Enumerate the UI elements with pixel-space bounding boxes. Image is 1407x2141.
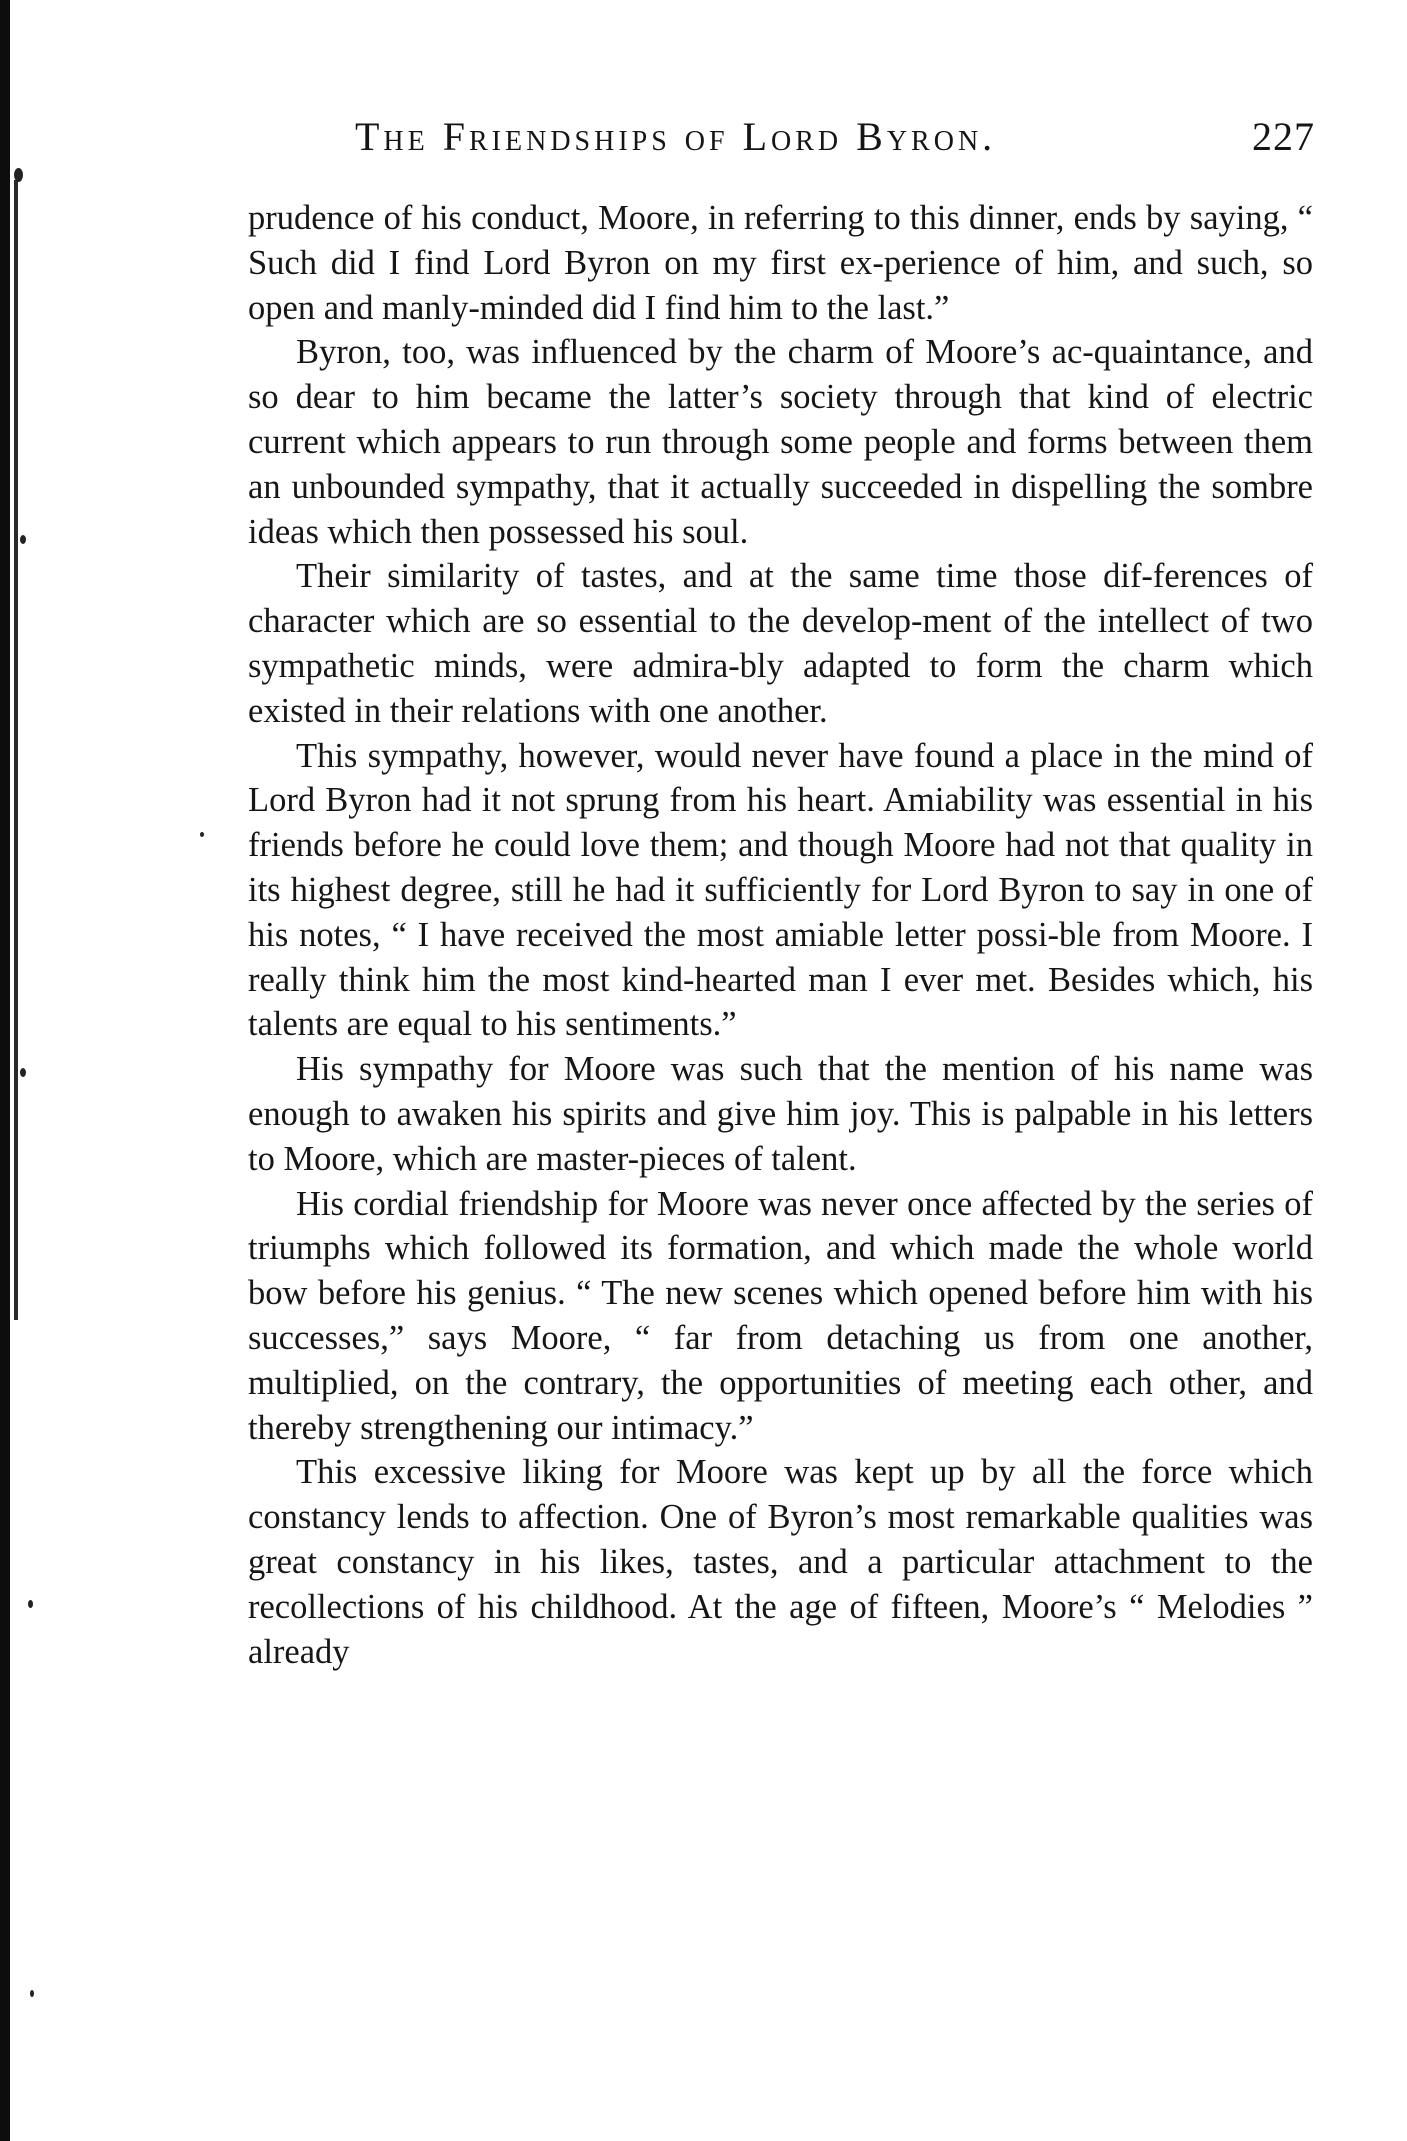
scan-speck [28, 1600, 33, 1608]
scan-binding-edge [0, 0, 10, 2141]
scan-speck [20, 1068, 26, 1077]
paragraph: Their similarity of tastes, and at the same time those dif-ferences of character which are so essential to the develop-ment of the intellect of two sympathetic minds, were admira-bly adapted to form the charm which existed in their relations with one another. [248, 557, 1313, 730]
page-number: 227 [1252, 114, 1315, 159]
paragraph: This excessive liking for Moore was kept up by all the force which constancy lends to affection. One of Byron’s most remarkable qualities was great constancy in his likes, tastes, and a particular attachment to the recollections of his childhood. At the age of fifteen, Moore’s “ Melodies ” already [248, 1453, 1313, 1671]
scan-speck [200, 832, 204, 837]
page-header [355, 112, 1315, 162]
paragraph: prudence of his conduct, Moore, in referring to this dinner, ends by saying, “ Such did I find Lord Byron on my first ex-perience of him, and such, so open and manly-minded did I find him to the last.” [248, 199, 1313, 327]
paragraph: His cordial friendship for Moore was never once affected by the series of triumphs which followed its formation, and which made the whole world bow before his genius. “ The new scenes which opened before him with his successes,” says Moore, “ far from detaching us from one another, multiplied, on the contrary, the opportunities of meeting each other, and thereby strengthening our intimacy.” [248, 1184, 1313, 1447]
running-title: The Friendships of Lord Byron. [355, 114, 997, 159]
scan-binding-shadow [14, 180, 18, 1320]
scan-speck [14, 168, 23, 182]
paragraph: His sympathy for Moore was such that the mention of his name was enough to awaken his spirits and give him joy. This is palpable in his letters to Moore, which are master-pieces of talent. [248, 1050, 1313, 1178]
paragraph: This sympathy, however, would never have found a place in the mind of Lord Byron had it not sprung from his heart. Amiability was essential in his friends before he could love them; and though Moore had not that quality in its highest degree, still he had it sufficiently for Lord Byron to say in one of his notes, “ I have received the most amiable letter possi-ble from Moore. I really think him the most kind-hearted man I ever met. Besides which, his talents are equal to his sentiments.” [248, 736, 1313, 1044]
paragraph: Byron, too, was influenced by the charm of Moore’s ac-quaintance, and so dear to him became the latter’s society through that kind of electric current which appears to run through some people and forms between them an unbounded sympathy, that it actually succeeded in dispelling the sombre ideas which then possessed his soul. [248, 333, 1313, 551]
scan-speck [30, 1990, 34, 1997]
scan-speck [20, 535, 26, 544]
body-text [248, 196, 1313, 1674]
